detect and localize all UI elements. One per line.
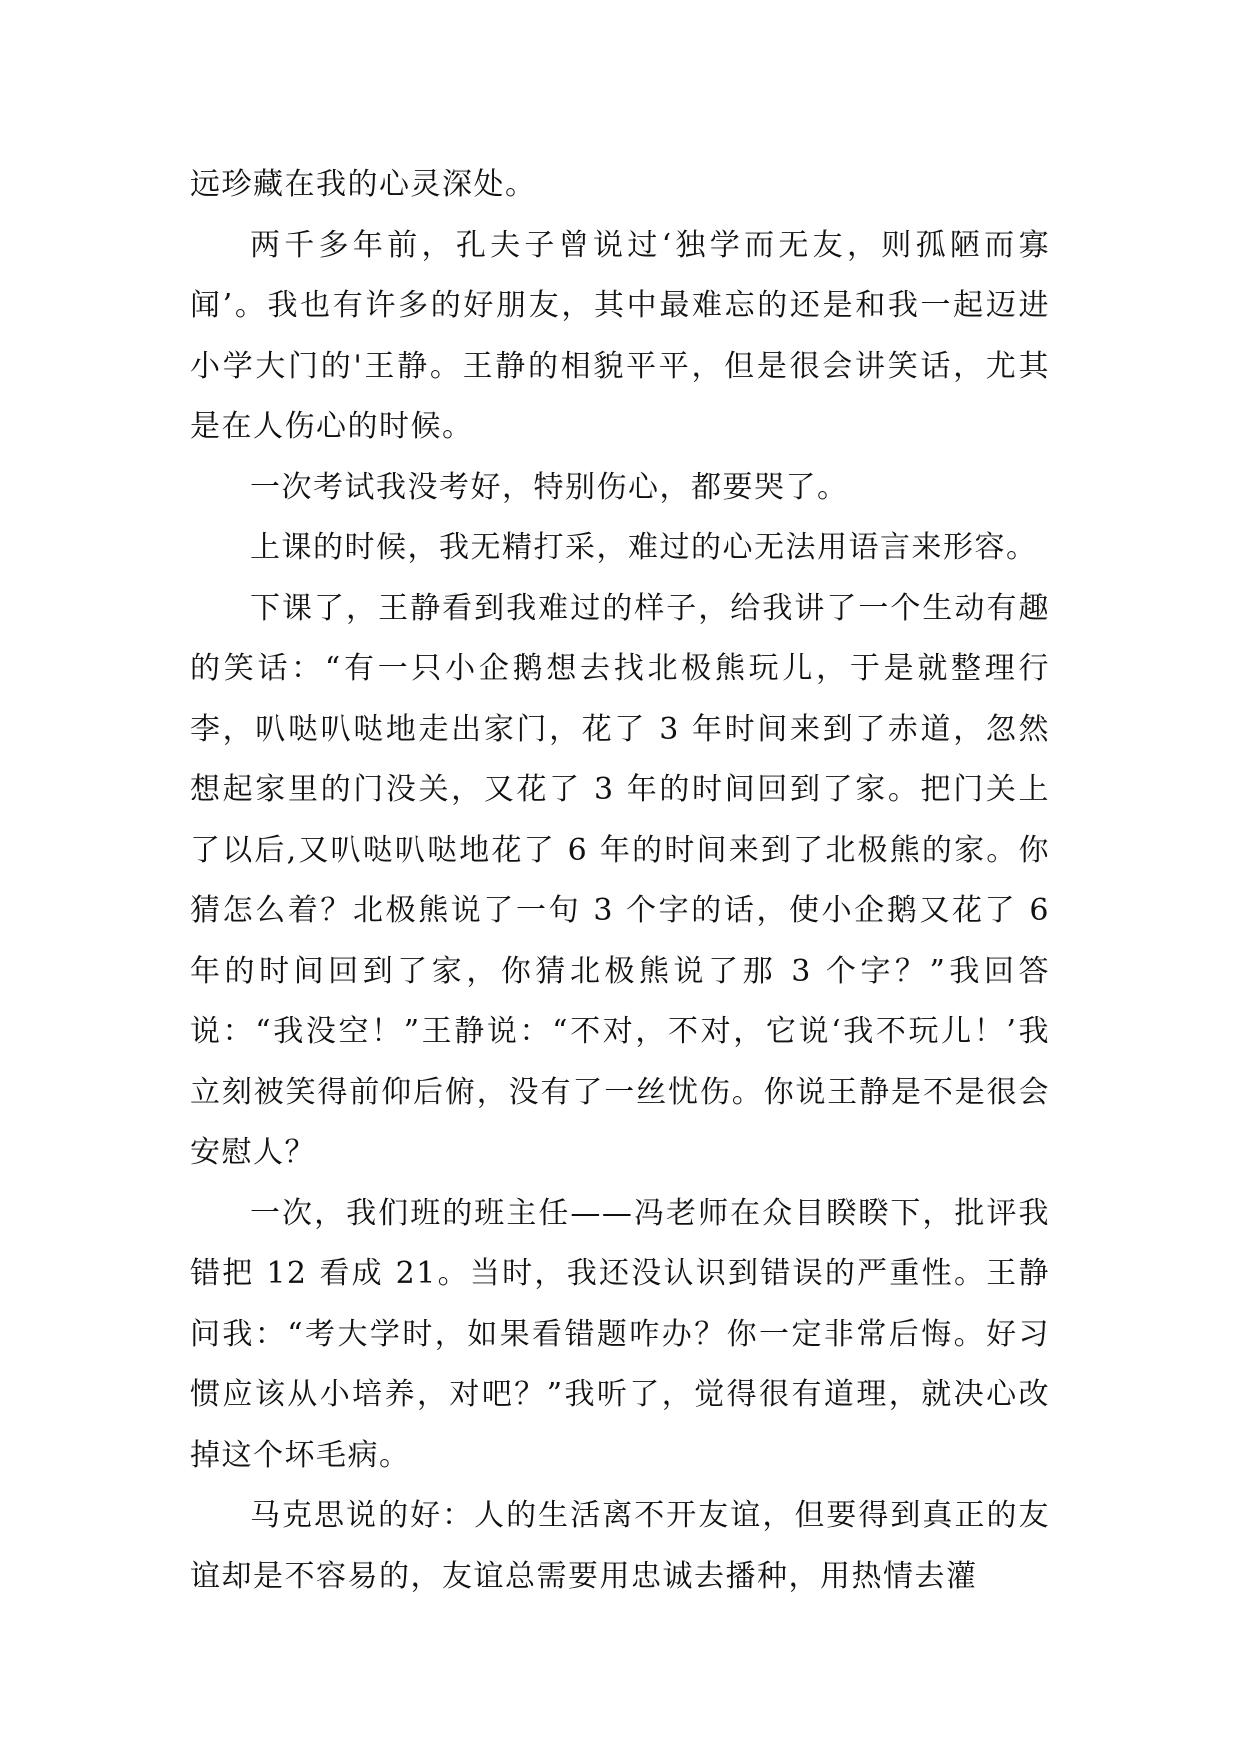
paragraph-confucius-quote: 两千多年前，孔夫子曾说过‘独学而无友，则孤陋而寡闻’。我也有许多的好朋友，其中最难忘的还是和我一起迈进小学大门的'王静。王静的相貌平平，但是很会讲笑话，尤其是在人伤心的时候。 [190, 227, 1050, 444]
paragraph-exam: 一次考试我没考好，特别伤心，都要哭了。 [250, 469, 849, 505]
paragraph-class: 上课的时候，我无精打采，难过的心无法用语言来形容。 [250, 530, 1038, 565]
paragraph-joke: 下课了，王静看到我难过的样子，给我讲了一个生动有趣的笑话：“有一只小企鹅想去找北极熊玩儿，于是就整理行李，叭哒叭哒地走出家门，花了 3 年时间来到了赤道，忽然想起家里的门没关，又花了 3 年的时间回到了家。把门关上了以后,又叭哒叭哒地花了 6 年的时间来到了北极熊的家。你猜怎么着？北极熊说了一句 3 个字的话，使小企鹅又花了 6 年的时间回到了家，你猜北极熊说了那 3 个字？”我回答说：“我没空！”王静说：“不对，不对，它说‘我不玩儿！’我立刻被笑得前仰后俯，没有了一丝忧伤。你说王静是不是很会安慰人？ [190, 590, 1050, 1170]
paragraph-marx-quote: 马克思说的好：人的生活离不开友谊，但要得到真正的友谊却是不容易的，友谊总需要用忠诚去播种，用热情去灌 [190, 1498, 1050, 1594]
document-page [190, 155, 1050, 1607]
paragraph-teacher: 一次，我们班的班主任——冯老师在众目睽睽下，批评我错把 12 看成 21。当时，我还没认识到错误的严重性。王静问我：“考大学时，如果看错题咋办？你一定非常后悔。好习惯应该从小培养，对吧？”我听了，觉得很有道理，就决心改掉这个坏毛病。 [190, 1195, 1050, 1473]
paragraph-continued: 远珍藏在我的心灵深处。 [190, 167, 537, 202]
